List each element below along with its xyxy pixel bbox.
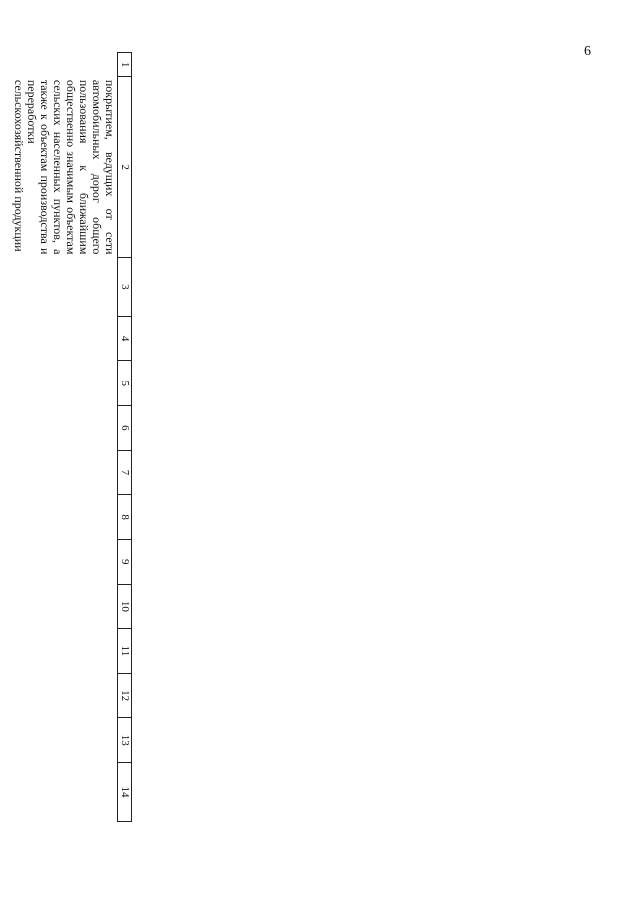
col-header: 8 [118,495,132,540]
subprogram-row [0,53,11,822]
col-header: 7 [118,450,132,495]
continuation-text: покрытием, ведущих от сети автомобильных дорог общего пользования к ближайшим общественно значимым объектам сельских населенных пунктов, а также к объектам производства и переработки сельскохозяйственной продукции [12,79,117,255]
col-header: 4 [118,316,132,361]
col-header: 9 [118,539,132,584]
col-header: 12 [118,673,132,718]
column-number-header [118,53,132,822]
page-number: 6 [584,44,591,59]
indicator-table [0,52,132,822]
col-header: 13 [118,718,132,763]
col-header: 1 [118,53,132,77]
col-header: 11 [118,629,132,674]
col-header: 6 [118,406,132,451]
col-header: 2 [118,77,132,258]
col-header: 5 [118,361,132,406]
continuation-row [11,53,118,822]
subprogram-title [0,53,11,822]
col-header: 3 [118,257,132,316]
rotated-table-area [0,52,132,822]
col-header: 14 [118,763,132,822]
col-header: 10 [118,584,132,629]
